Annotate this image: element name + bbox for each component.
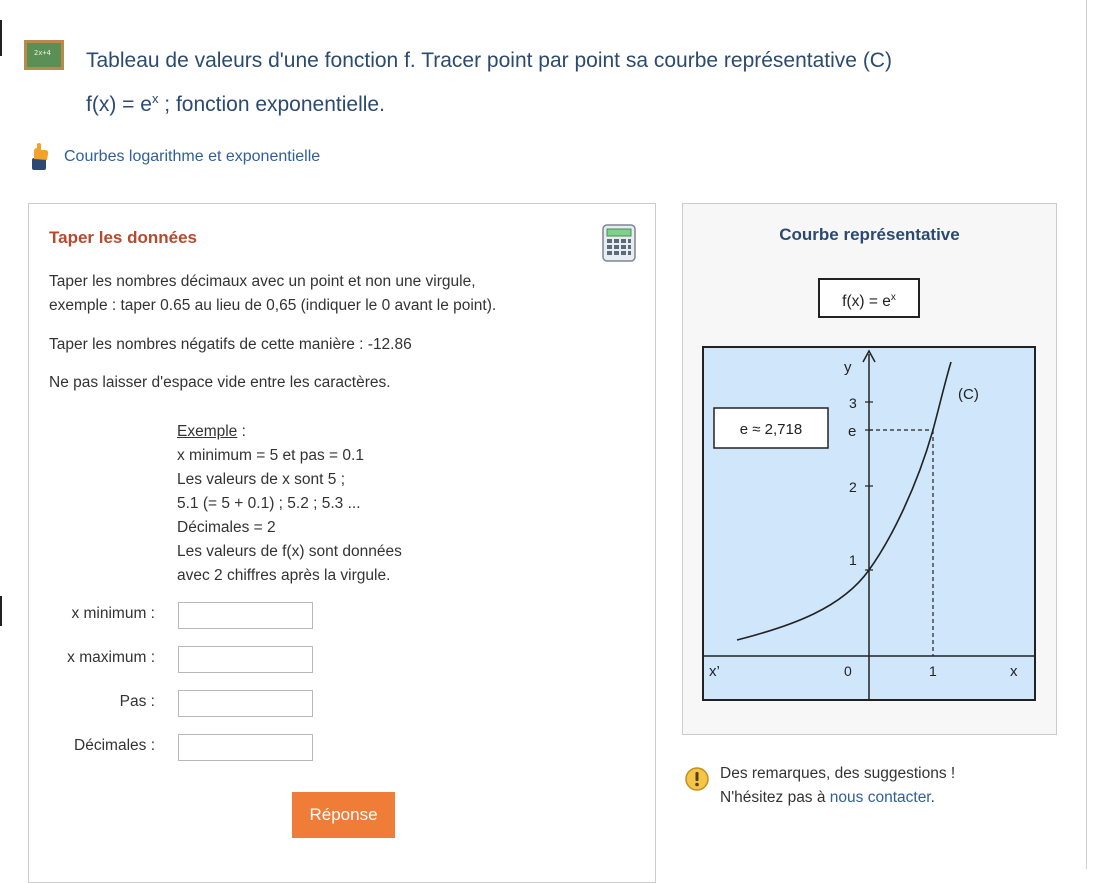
exclamation-icon [684, 766, 710, 792]
decimals-input[interactable] [178, 734, 313, 761]
example-block [177, 420, 402, 588]
decimal-instruction-line-2: exemple : taper 0.65 au lieu de 0,65 (indiquer le 0 avant le point). [49, 297, 497, 314]
e-value-text: e ≈ 2,718 [739, 421, 803, 438]
y-tick-e: e [848, 423, 857, 440]
origin-label: 0 [844, 663, 852, 679]
feedback-line-1: Des remarques, des suggestions ! [720, 765, 956, 782]
data-entry-heading: Taper les données [49, 228, 198, 247]
step-label: Pas : [119, 693, 155, 710]
decimals-label: Décimales : [74, 737, 155, 754]
negative-instruction: Taper les nombres négatifs de cette manière : -12.86 [49, 336, 412, 353]
curve-label: (C) [958, 386, 979, 403]
example-label-suffix: : [237, 423, 246, 440]
title-line-1: Tableau de valeurs d'une fonction f. Tracer point par point sa courbe représentative (C) [86, 49, 892, 72]
chalkboard-icon [24, 40, 64, 70]
x-axis-label: x [1010, 663, 1018, 680]
x-neg-label: x’ [709, 663, 720, 680]
feedback-line-2-suffix: . [930, 789, 935, 806]
example-line: Les valeurs de x sont 5 ; [177, 471, 346, 488]
y-tick-1: 1 [849, 552, 857, 568]
y-tick-2: 2 [849, 479, 857, 495]
example-line: avec 2 chiffres après la virgule. [177, 567, 391, 584]
xmin-label: x minimum : [71, 605, 155, 622]
example-line: Les valeurs de f(x) sont données [177, 543, 402, 560]
xmax-input[interactable] [178, 646, 313, 673]
title-line-2-suffix: ; fonction exponentielle. [158, 93, 385, 116]
step-input[interactable] [178, 690, 313, 717]
formula-prefix: f(x) = e [842, 293, 891, 311]
page-edge-marker [0, 596, 2, 626]
example-line: 5.1 (= 5 + 0.1) ; 5.2 ; 5.3 ... [177, 495, 361, 512]
feedback-text [720, 762, 955, 810]
decimal-instruction-line-1: Taper les nombres décimaux avec un point et non une virgule, [49, 273, 476, 290]
xmax-label: x maximum : [67, 649, 155, 666]
x-tick-1: 1 [929, 663, 937, 679]
data-entry-panel [28, 203, 656, 883]
y-axis-label: y [844, 359, 852, 376]
space-instruction: Ne pas laisser d'espace vide entre les caractères. [49, 374, 391, 391]
submit-button[interactable]: Réponse [292, 792, 395, 838]
page-edge-marker [0, 20, 2, 56]
xmin-input[interactable] [178, 602, 313, 629]
title-line-2-sup: x [151, 91, 159, 106]
example-line: Décimales = 2 [177, 519, 276, 536]
decimal-instruction [49, 270, 496, 318]
calculator-icon [602, 224, 636, 262]
title-line-2-prefix: f(x) = e [86, 93, 152, 116]
example-label: Exemple [177, 423, 238, 440]
graph-panel [682, 203, 1057, 735]
exponential-graph [702, 346, 1036, 701]
chalkboard-text: 2x+4 [34, 49, 51, 57]
related-link[interactable]: Courbes logarithme et exponentielle [64, 148, 321, 165]
formula-sup: x [890, 292, 896, 303]
contact-link[interactable]: nous contacter [829, 789, 931, 806]
y-tick-3: 3 [849, 395, 857, 411]
example-line: x minimum = 5 et pas = 0.1 [177, 447, 364, 464]
feedback-line-2-prefix: N'hésitez pas à [720, 789, 830, 806]
page-title [86, 42, 1046, 124]
scrollbar-track[interactable] [1086, 0, 1087, 869]
pointing-hand-icon [28, 142, 52, 172]
formula-box [818, 278, 920, 318]
graph-heading: Courbe représentative [779, 225, 960, 244]
